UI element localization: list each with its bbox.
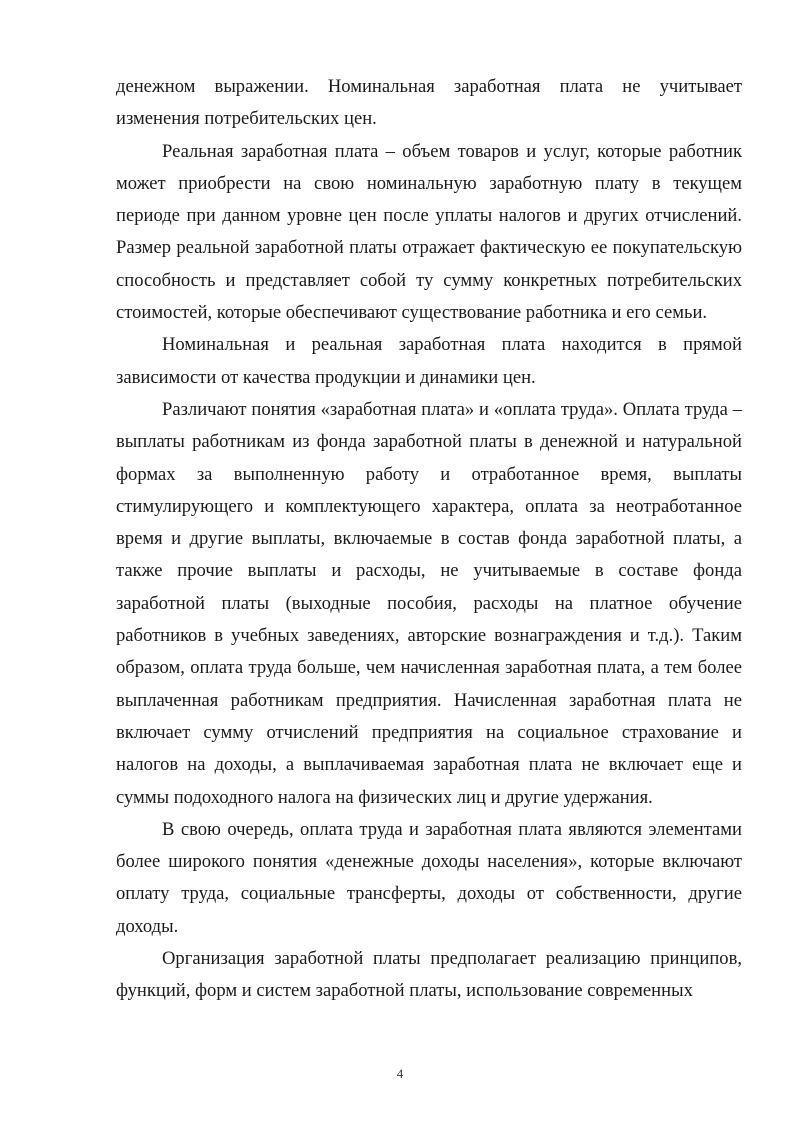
paragraph-wage-organization: Организация заработной платы предполагает реализацию принципов, функций, форм и систем заработной платы, использование современных — [116, 948, 742, 1002]
paragraph-continuation: денежном выражении. Номинальная заработная плата не учитывает изменения потребительских цен. — [116, 76, 742, 130]
paragraph-money-income: В свою очередь, оплата труда и заработная плата являются элементами более широкого понятия «денежные доходы населения», которые включают оплату труда, социальные трансферты, доходы от собственности, другие доходы. — [116, 818, 742, 937]
document-page — [116, 71, 742, 1008]
paragraph-wage-vs-labor-pay: Различают понятия «заработная плата» и «оплата труда». Оплата труда – выплаты работникам из фонда заработной платы в денежной и натуральной формах за выполненную работу и отработанное время, выплаты стимулирующего и комплектующего характера, оплата за неотработанное время и другие выплаты, включаемые в состав фонда заработной платы, а также прочие выплаты и расходы, не учитываемые в составе фонда заработной платы (выходные пособия, расходы на платное обучение работников в учебных заведениях, авторские вознаграждения и т.д.). Таким образом, оплата труда больше, чем начисленная заработная плата, а тем более выплаченная работникам предприятия. Начисленная заработная плата не включает сумму отчислений предприятия на социальное страхование и налогов на доходы, а выплачиваемая заработная плата не включает еще и суммы подоходного налога на физических лиц и другие удержания. — [116, 398, 742, 808]
paragraph-nominal-real-dependency: Номинальная и реальная заработная плата находится в прямой зависимости от качества продукции и динамики цен. — [116, 334, 742, 388]
paragraph-real-wage: Реальная заработная плата – объем товаров и услуг, которые работник может приобрести на свою номинальную заработную плату в текущем периоде при данном уровне цен после уплаты налогов и других отчислений. Размер реальной заработной платы отражает фактическую ее покупательскую способность и представляет собой ту сумму конкретных потребительских стоимостей, которые обеспечивают существование работника и его семьи. — [116, 140, 742, 324]
page-number: 4 — [396, 1066, 404, 1081]
